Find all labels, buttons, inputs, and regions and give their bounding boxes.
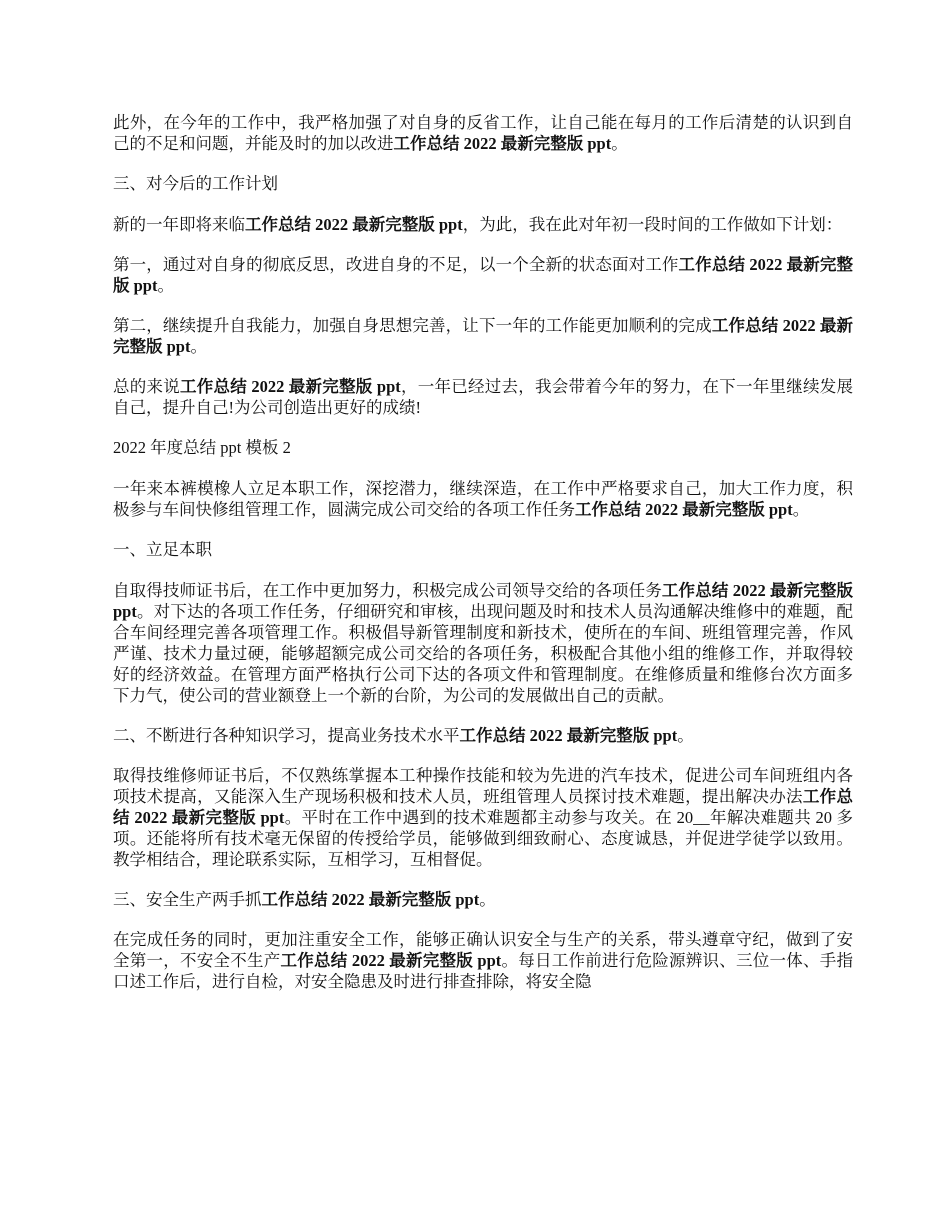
- paragraph-text: 三、对今后的工作计划: [113, 174, 278, 193]
- paragraph-text: 自取得技师证书后，在工作中更加努力，积极完成公司领导交给的各项任务: [113, 581, 662, 600]
- keyword-bold: 工作总结 2022 最新完整版 ppt: [180, 377, 401, 396]
- paragraph-tail: 。: [611, 134, 628, 153]
- keyword-bold: 工作总结 2022 最新完整版 ppt: [280, 951, 502, 970]
- body-paragraph: [113, 889, 853, 910]
- section-heading: [113, 173, 853, 194]
- keyword-bold: 工作总结 2022 最新完整版 ppt: [113, 255, 854, 295]
- paragraph-text: 一年来本裤模橡人立足本职工作，深挖潜力，继续深造，在工作中严格要求自己，加大工作力度，积极参与车间快修组管理工作，圆满完成公司交给的各项工作任务: [113, 479, 853, 519]
- paragraph-tail: 。: [479, 890, 496, 909]
- paragraph-text: 此外，在今年的工作中，我严格加强了对自身的反省工作，让自己能在每月的工作后清楚的认识到自己的不足和问题，并能及时的加以改进: [113, 113, 853, 153]
- keyword-bold: 工作总结 2022 最新完整版 ppt: [393, 134, 612, 153]
- paragraph-tail: ，为此，我在此对年初一段时间的工作做如下计划：: [462, 215, 843, 234]
- section-heading: [113, 539, 853, 560]
- keyword-bold: 工作总结 2022 最新完整版 ppt: [459, 726, 678, 745]
- keyword-bold: 工作总结 2022 最新完整版 ppt: [245, 215, 463, 234]
- paragraph-tail: 。对下达的各项工作任务，仔细研究和审核，出现问题及时和技术人员沟通解决维修中的难题，配合车间经理完善各项管理工作。积极倡导新管理制度和新技术，使所在的车间、班组管理完善，作风严谨、技术力量过硬，能够超额完成公司交给的各项任务，积极配合其他小组的维修工作，并取得较好的经济效益。在管理方面严格执行公司下达的各项文件和管理制度。在维修质量和维修台次方面多下力气，使公司的营业额登上一个新的台阶，为公司的发展做出自己的贡献。: [113, 602, 853, 705]
- keyword-bold: 工作总结 2022 最新完整版 ppt: [575, 500, 793, 519]
- paragraph-text: 总的来说: [113, 377, 181, 396]
- paragraph-text: 在完成任务的同时，更加注重安全工作，能够正确认识安全与生产的关系，带头遵章守纪，做到了安全第一，不安全不生产: [113, 930, 853, 970]
- paragraph-tail: 。: [190, 337, 207, 356]
- body-paragraph: [113, 929, 853, 992]
- paragraph-text: 三、安全生产两手抓: [113, 890, 262, 909]
- body-paragraph: [113, 765, 853, 870]
- paragraph-text: 2022 年度总结 ppt 模板 2: [113, 438, 291, 457]
- body-paragraph: [113, 112, 853, 154]
- section-heading: [113, 437, 853, 458]
- paragraph-tail: ，一年已经过去，我会带着今年的努力，在下一年里继续发展自己，提升自己!为公司创造出更好的成绩!: [113, 377, 854, 417]
- body-paragraph: [113, 315, 853, 357]
- body-paragraph: [113, 214, 853, 235]
- body-paragraph: [113, 478, 853, 520]
- body-paragraph: [113, 254, 853, 296]
- paragraph-tail: 。: [157, 276, 174, 295]
- keyword-bold: 工作总结 2022 最新完整版 ppt: [113, 316, 854, 356]
- paragraph-tail: 。: [677, 726, 694, 745]
- paragraph-tail: 。平时在工作中遇到的技术难题都主动参与攻关。在 20__年解决难题共 20 多项。还能将所有技术毫无保留的传授给学员，能够做到细致耐心、态度诚恳，并促进学徒学以致用。教学相结合，理论联系实际，互相学习，互相督促。: [113, 808, 853, 869]
- paragraph-text: 第二，继续提升自我能力，加强自身思想完善，让下一年的工作能更加顺利的完成: [113, 316, 712, 335]
- keyword-bold: 工作总结 2022 最新完整版 ppt: [261, 890, 480, 909]
- paragraph-text: 新的一年即将来临: [113, 215, 245, 234]
- body-paragraph: [113, 725, 853, 746]
- body-paragraph: [113, 376, 853, 418]
- paragraph-tail: 。每日工作前进行危险源辨识、三位一体、手指口述工作后，进行自检，对安全隐患及时进行排查排除，将安全隐: [113, 951, 854, 991]
- keyword-bold: 工作总结 2022 最新完整版 ppt: [113, 787, 854, 827]
- body-paragraph: [113, 580, 853, 706]
- paragraph-text: 第一，通过对自身的彻底反思，改进自身的不足，以一个全新的状态面对工作: [113, 255, 679, 274]
- paragraph-text: 取得技维修师证书后，不仅熟练掌握本工种操作技能和较为先进的汽车技术，促进公司车间班组内各项技术提高，又能深入生产现场积极和技术人员，班组管理人员探讨技术难题，提出解决办法: [113, 766, 853, 806]
- paragraph-tail: 。: [792, 500, 810, 519]
- keyword-bold: 工作总结 2022 最新完整版 ppt: [113, 581, 854, 621]
- document-page: [113, 112, 853, 1011]
- paragraph-text: 二、不断进行各种知识学习，提高业务技术水平: [113, 726, 460, 745]
- paragraph-text: 一、立足本职: [113, 540, 212, 559]
